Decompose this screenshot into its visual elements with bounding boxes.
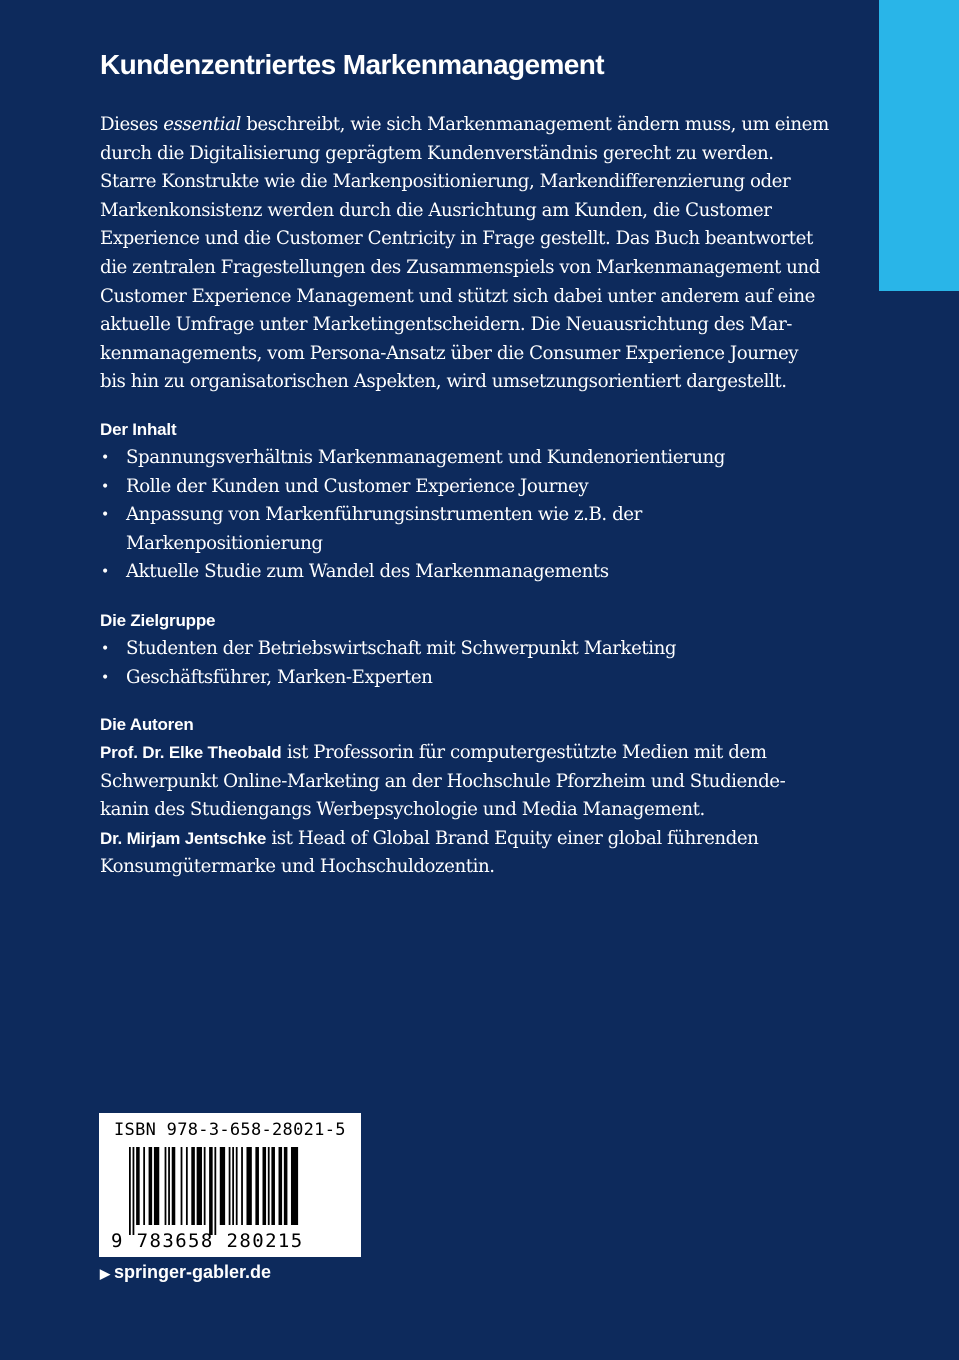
inhalt-list: [100, 444, 860, 587]
bullet-icon: •: [101, 450, 109, 466]
description-line: kenmanagements, vom Persona-Ansatz über die Consumer Experience Journey: [100, 342, 799, 364]
barcode-bar: [214, 1147, 216, 1235]
ean-digits: 9 783658 280215: [111, 1230, 304, 1252]
barcode-bar: [255, 1147, 259, 1225]
list-item: • Spannungsverhältnis Markenmanagement und Kundenorientierung: [100, 444, 860, 473]
zielgruppe-list: [100, 635, 860, 692]
barcode-bar: [149, 1147, 153, 1225]
zielgruppe-section: [100, 607, 860, 692]
essential-word: essential: [163, 114, 241, 135]
barcode-bar: [165, 1147, 167, 1225]
author-bio-line: Prof. Dr. Elke Theobald ist Professorin für computergestützte Medien mit dem: [100, 742, 767, 763]
bullet-icon: •: [101, 478, 109, 495]
description-line: durch die Digitalisierung geprägtem Kundenverständnis gerecht zu werden.: [100, 142, 774, 164]
isbn-text: ISBN 978-3-658-28021-5: [114, 1120, 346, 1140]
autoren-section: [100, 711, 860, 882]
inhalt-section: [100, 416, 860, 587]
barcode-bar: [154, 1147, 159, 1225]
barcode-bar: [229, 1147, 231, 1225]
list-item: • Aktuelle Studie zum Wandel des Markenmanagements: [100, 558, 860, 587]
barcode-bar: [191, 1147, 195, 1225]
description-line: die zentralen Fragestellungen des Zusammenspiels von Markenmanagement und: [100, 256, 820, 278]
barcode-bar: [279, 1147, 283, 1225]
barcode-bar: [209, 1147, 213, 1235]
barcode-bar: [186, 1147, 188, 1225]
barcode-bar: [197, 1147, 202, 1225]
bullet-icon: •: [101, 669, 109, 686]
author-bio-line: kanin des Studiengangs Werbepsychologie und Media Management.: [100, 799, 705, 821]
description-line: Dieses essential beschreibt, wie sich Markenmanagement ändern muss, um einem: [100, 114, 829, 135]
barcode-bar: [204, 1147, 206, 1225]
list-item: • Anpassung von Markenführungsinstrumenten wie z.B. der Markenpositionierung: [100, 501, 860, 558]
author-name: Dr. Mirjam Jentschke: [100, 828, 267, 848]
barcode-bar: [246, 1147, 251, 1225]
author-bio-line: Dr. Mirjam Jentschke ist Head of Global Brand Equity einer global führenden: [100, 827, 759, 849]
barcode-bar: [241, 1147, 243, 1225]
book-title: Kundenzentriertes Markenmanagement: [100, 49, 604, 80]
description-line: bis hin zu organisatorischen Aspekten, wird umsetzungsorientiert dargestellt.: [100, 371, 787, 393]
description-line: aktuelle Umfrage unter Marketingentscheidern. Die Neuausrichtung des Mar-: [100, 314, 793, 336]
barcode-bar: [136, 1147, 140, 1225]
author-bio-line: Schwerpunkt Online-Marketing an der Hochschule Pforzheim und Studiende-: [100, 770, 786, 792]
barcode-bar: [263, 1147, 267, 1225]
barcode-bar: [168, 1147, 170, 1225]
bullet-icon: •: [101, 641, 109, 657]
barcode-bar: [172, 1147, 176, 1225]
autoren-heading: Die Autoren: [100, 715, 194, 734]
barcode-bar: [271, 1147, 275, 1225]
author-bio-line: Konsumgütermarke und Hochschuldozentin.: [100, 856, 495, 878]
barcode-bar: [181, 1147, 183, 1225]
barcode-bar: [284, 1147, 288, 1225]
barcode-bar: [232, 1147, 234, 1225]
bullet-icon: •: [101, 507, 109, 524]
list-item: • Rolle der Kunden und Customer Experience Journey: [100, 473, 860, 502]
list-item: • Geschäftsführer, Marken-Experten: [100, 664, 860, 693]
inhalt-heading: Der Inhalt: [100, 420, 177, 439]
barcode-bar: [133, 1147, 135, 1235]
book-description: [100, 111, 840, 397]
description-line: Experience und die Customer Centricity in Frage gestellt. Das Buch beantwortet: [100, 228, 813, 250]
barcode-bar: [143, 1147, 145, 1225]
publisher-link[interactable]: [100, 1262, 271, 1283]
description-line: Starre Konstrukte wie die Markenpositionierung, Markendifferenzierung oder: [100, 171, 791, 193]
author-name: Prof. Dr. Elke Theobald: [100, 743, 282, 762]
barcode-bar: [220, 1147, 225, 1225]
description-line: Customer Experience Management und stützt sich dabei unter anderem auf eine: [100, 285, 815, 307]
zielgruppe-heading: Die Zielgruppe: [100, 611, 216, 630]
barcode-bar: [268, 1147, 270, 1225]
isbn-barcode: [99, 1113, 361, 1257]
accent-tab: [879, 0, 959, 291]
publisher-url: springer-gabler.de: [114, 1262, 272, 1282]
bullet-icon: •: [101, 564, 109, 581]
play-arrow-icon: ▶: [100, 1266, 110, 1281]
description-line: Markenkonsistenz werden durch die Ausrichtung am Kunden, die Customer: [100, 199, 772, 221]
barcode-bar: [129, 1147, 131, 1235]
barcode-bar: [236, 1147, 238, 1225]
author-bios: [100, 739, 860, 882]
list-item: • Studenten der Betriebswirtschaft mit Schwerpunkt Marketing: [100, 635, 860, 664]
barcode-bar: [291, 1147, 298, 1225]
